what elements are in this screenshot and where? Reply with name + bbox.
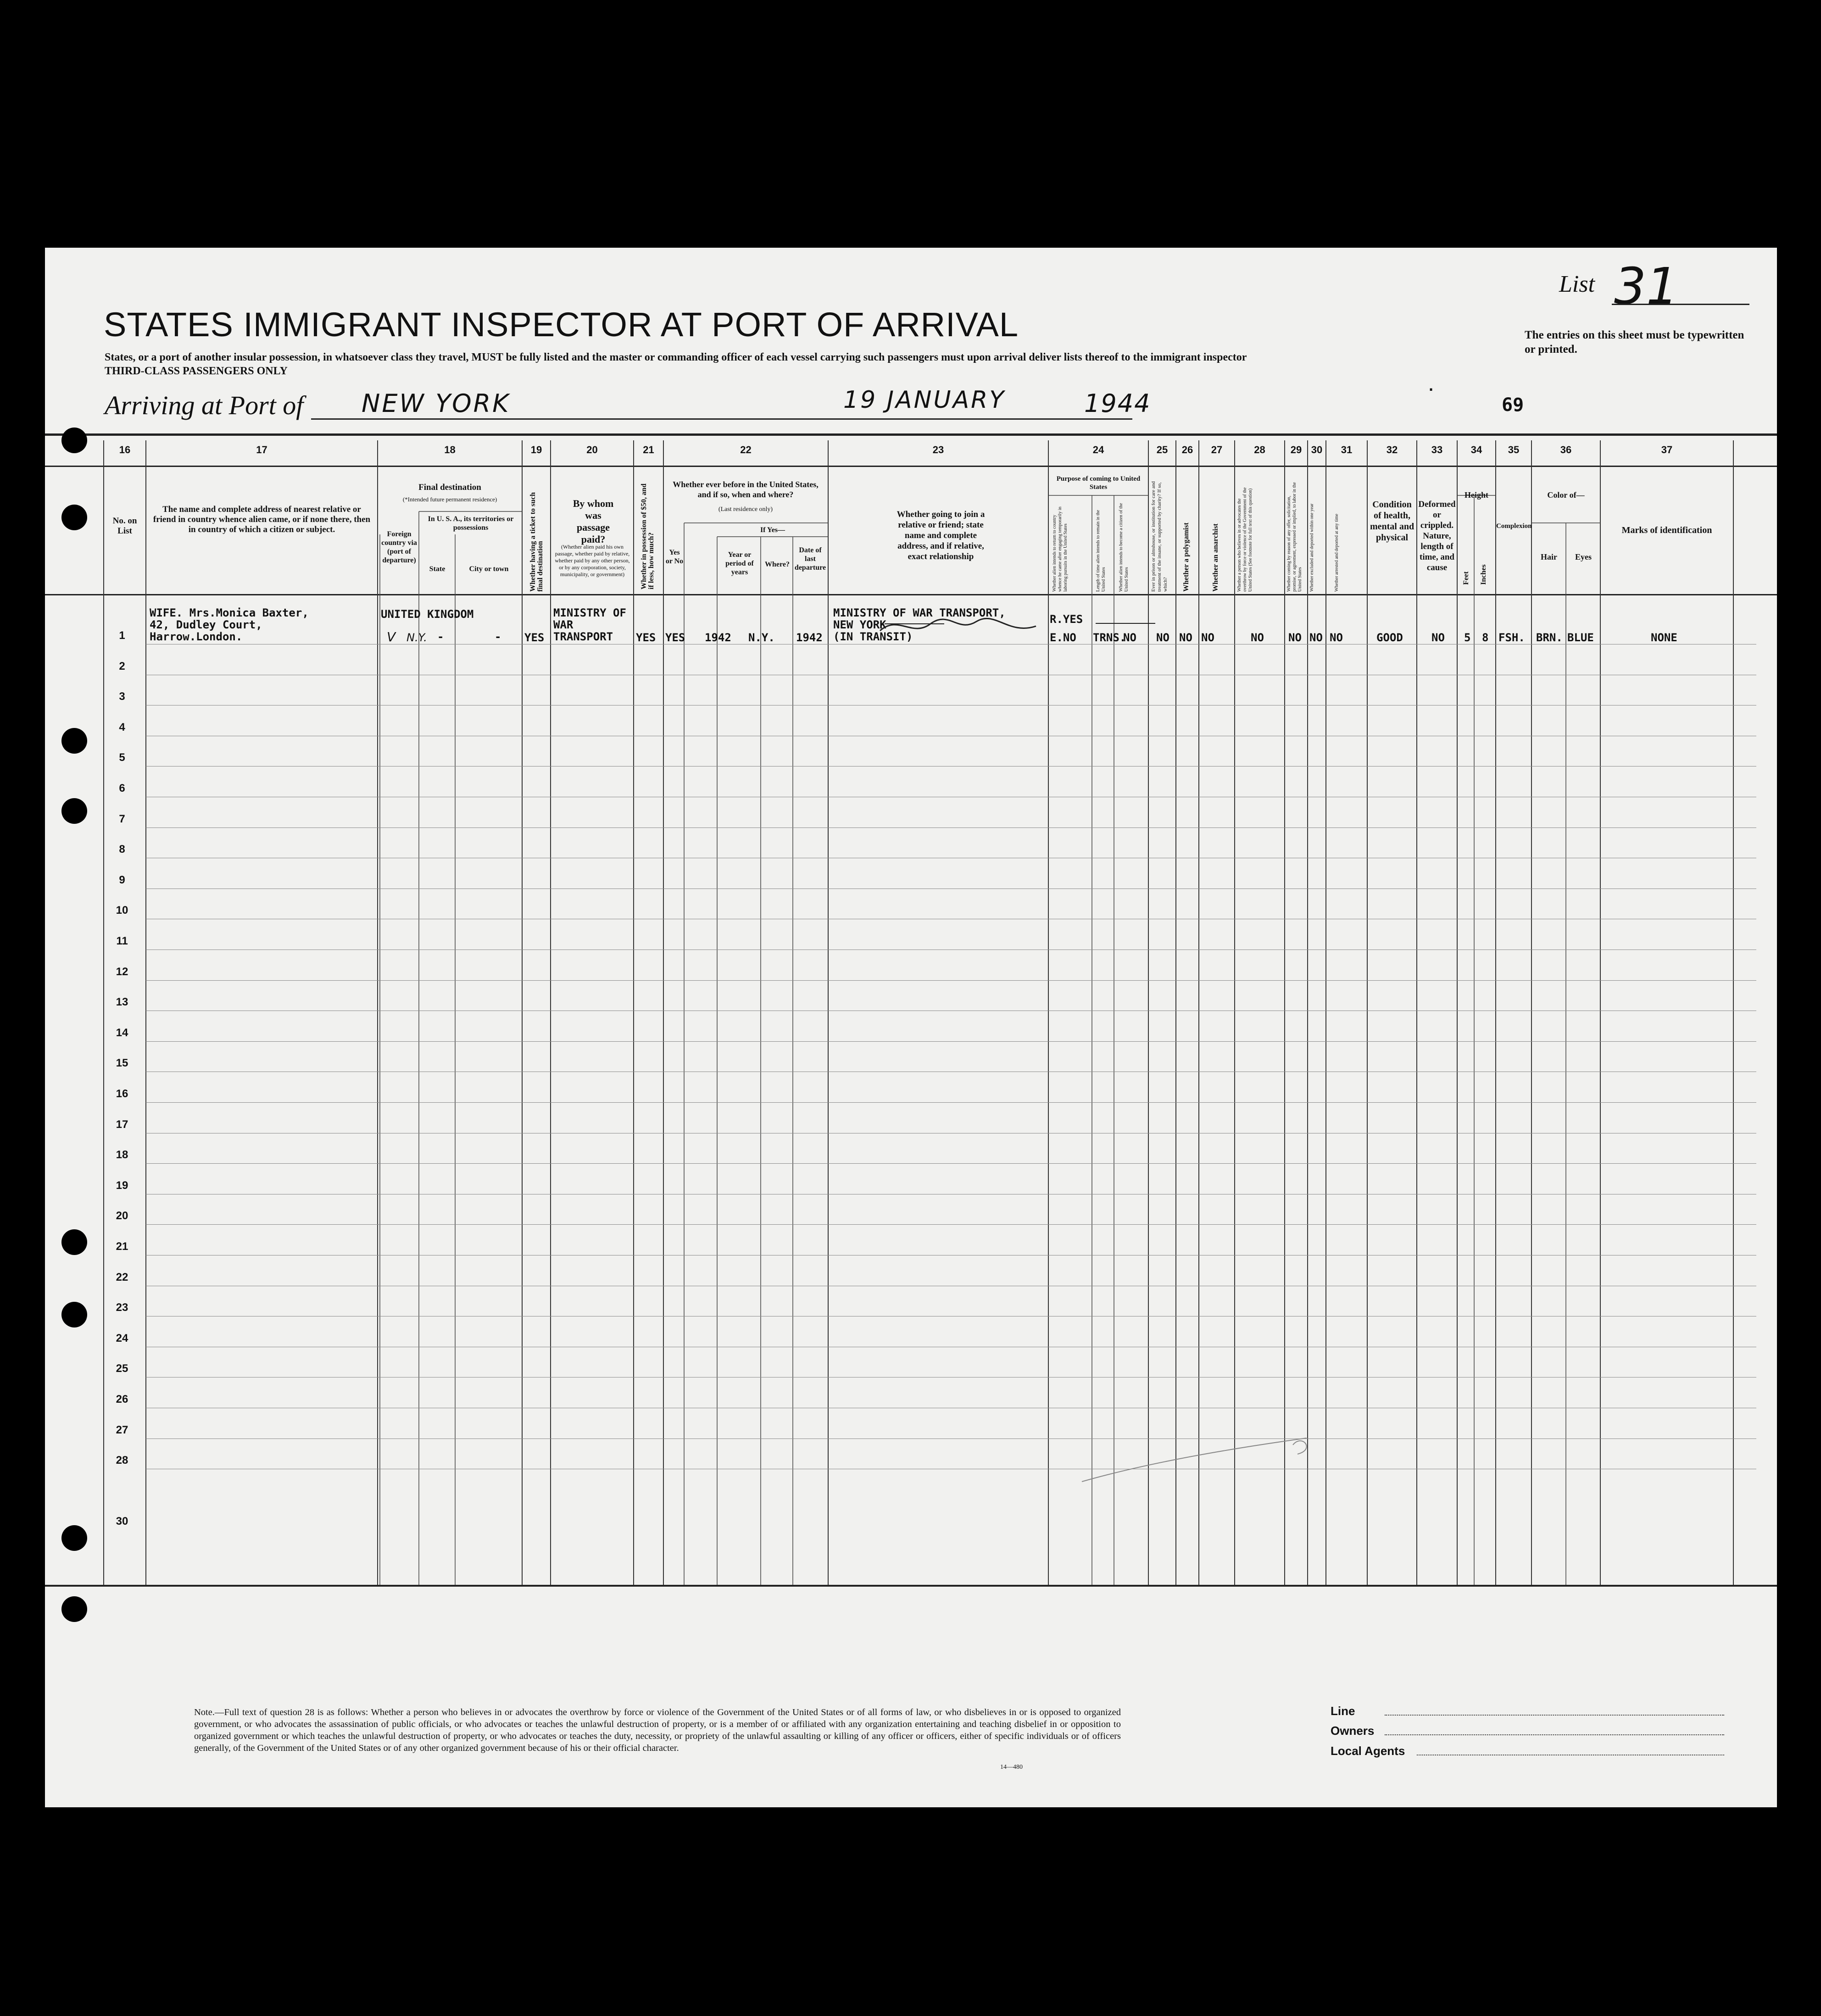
entry-eyes: BLUE bbox=[1567, 631, 1594, 644]
header-city: City or town bbox=[469, 565, 509, 573]
row-number: 13 bbox=[116, 996, 128, 1009]
entry-before-yes: YES bbox=[665, 631, 685, 644]
col-num-36: 36 bbox=[1560, 444, 1572, 455]
binder-hole bbox=[61, 1229, 87, 1255]
entry-relative-line3: Harrow.London. bbox=[150, 630, 243, 643]
header-purpose: Purpose of coming to United States bbox=[1056, 475, 1141, 491]
header-foreign-country: Foreign country via (port of departure) bbox=[381, 530, 417, 564]
row-number: 9 bbox=[119, 873, 125, 886]
header-feet: Feet bbox=[1462, 571, 1470, 585]
row-number: 5 bbox=[119, 751, 125, 764]
entry-height-feet: 5 bbox=[1464, 631, 1471, 644]
col-num-19: 19 bbox=[530, 444, 542, 455]
row-number: 1 bbox=[119, 629, 125, 642]
entry-excluded: NO bbox=[1309, 631, 1323, 644]
entry-polygamist: NO bbox=[1179, 631, 1192, 644]
header-hair: Hair bbox=[1541, 552, 1557, 561]
list-note: The entries on this sheet must be typewritten or printed. bbox=[1525, 329, 1744, 355]
entry-join-line1: MINISTRY OF WAR TRANSPORT, bbox=[833, 606, 1006, 619]
header-nearest-relative: The name and complete address of nearest relative or friend in country whence alien came, or if none there, then in country of which a citizen or subject. bbox=[153, 505, 371, 534]
entry-state-dash: - bbox=[437, 630, 444, 643]
list-label: List bbox=[1559, 271, 1595, 297]
header-before-note: (Last residence only) bbox=[718, 506, 773, 513]
row-number: 6 bbox=[119, 782, 125, 794]
entry-state-handwritten: N.Y. bbox=[407, 631, 427, 644]
row-number: 21 bbox=[116, 1240, 128, 1253]
entry-deformed: NO bbox=[1431, 631, 1445, 644]
row-rule bbox=[146, 1224, 1756, 1225]
header-yes-no: Yes or No bbox=[665, 549, 684, 565]
header-in-usa: In U. S. A., its territories or possessions bbox=[428, 515, 514, 532]
entry-foreign-country: UNITED KINGDOM bbox=[381, 608, 474, 621]
row-number: 14 bbox=[116, 1026, 128, 1039]
header-where: Where? bbox=[765, 561, 790, 568]
row-rule bbox=[146, 1102, 1756, 1103]
entry-question-28: NO bbox=[1251, 631, 1264, 644]
entry-length-of-stay: TRNS. bbox=[1093, 631, 1126, 644]
header-purpose-return: Whether alien intends to return to country whence he came after engaging temporarily in laboring pursuits in the United States bbox=[1052, 506, 1068, 592]
row-number: 4 bbox=[119, 721, 125, 733]
entry-where-before: N.Y. bbox=[748, 631, 775, 644]
header-year-period: Year or period of years bbox=[725, 551, 754, 576]
row-number: 17 bbox=[116, 1118, 128, 1131]
row-number: 3 bbox=[119, 690, 125, 703]
owners-label: Owners bbox=[1331, 1724, 1375, 1738]
entry-labor: NO bbox=[1288, 631, 1302, 644]
entry-purpose-stroke bbox=[1096, 623, 1155, 624]
header-purpose-citizen: Whether alien intends to become a citizen of the United States bbox=[1119, 503, 1129, 592]
col-num-24: 24 bbox=[1092, 444, 1104, 455]
header-passage-note: (Whether alien paid his own passage, whether paid by relative, whether paid by any other person, or by any corporation, society, municipality, or government) bbox=[555, 544, 630, 578]
col-num-26: 26 bbox=[1181, 444, 1193, 455]
binder-hole bbox=[61, 428, 87, 453]
entry-join-line2: NEW YORK bbox=[833, 618, 886, 631]
entry-height-inches: 8 bbox=[1482, 631, 1489, 644]
header-inches: Inches bbox=[1480, 564, 1487, 585]
entry-relative-line2: 42, Dudley Court, bbox=[150, 618, 262, 631]
header-prison: Ever in prison or almshouse, or institution for care and treatment of the insane, or supported by charity? If so, which? bbox=[1151, 481, 1168, 592]
entry-foreign-check: V bbox=[387, 629, 396, 644]
header-eyes: Eyes bbox=[1575, 552, 1592, 561]
header-height: Height bbox=[1465, 490, 1488, 500]
col-num-31: 31 bbox=[1341, 444, 1353, 455]
header-question-28: Whether a person who believes in or advocates the overthrow by force or violence of the Government of the United States (See footnote for full text of this question) bbox=[1237, 487, 1253, 592]
row-rule bbox=[146, 1438, 1756, 1439]
header-color-of: Color of— bbox=[1547, 490, 1585, 500]
form-instructions: States, or a port of another insular possession, in whatsoever class they travel, MUST be fully listed and the master or commanding officer of each vessel carrying such passengers must upon arrival deliver lists thereof to the immigrant inspector bbox=[105, 351, 1247, 363]
row-number: 30 bbox=[116, 1515, 128, 1528]
col-num-32: 32 bbox=[1386, 444, 1398, 455]
header-deformed: Deformed or crippled. Nature, length of time, and cause bbox=[1418, 500, 1456, 572]
col-num-16: 16 bbox=[119, 444, 131, 455]
form-code: 14—480 bbox=[1000, 1764, 1023, 1771]
col-num-18: 18 bbox=[444, 444, 456, 455]
pencil-stroke-mark bbox=[1077, 1431, 1316, 1486]
local-agents-label: Local Agents bbox=[1331, 1744, 1405, 1758]
handwritten-annotation-scribble bbox=[871, 610, 1045, 642]
row-rule bbox=[146, 1163, 1756, 1164]
header-anarchist: Whether an anarchist bbox=[1212, 523, 1220, 592]
entry-year-before: 1942 bbox=[705, 631, 731, 644]
col-num-35: 35 bbox=[1508, 444, 1520, 455]
entry-last-departure: 1942 bbox=[796, 631, 823, 644]
entry-complexion: FSH. bbox=[1498, 631, 1525, 644]
header-arrested: Whether arrested and deported at any time bbox=[1334, 514, 1339, 592]
col-num-17: 17 bbox=[256, 444, 267, 455]
entry-health: GOOD bbox=[1376, 631, 1403, 644]
entry-anarchist: NO bbox=[1201, 631, 1214, 644]
row-number: 8 bbox=[119, 843, 125, 856]
passenger-class-line: THIRD-CLASS PASSENGERS ONLY bbox=[105, 365, 288, 377]
row-rule bbox=[146, 980, 1756, 981]
binder-hole bbox=[61, 1596, 87, 1622]
line-signature-field bbox=[1385, 1715, 1724, 1716]
col-num-29: 29 bbox=[1290, 444, 1302, 455]
header-ticket: Whether having a ticket to such final destination bbox=[529, 492, 544, 592]
stray-mark: . bbox=[1427, 378, 1436, 394]
header-excluded: Whether excluded and deported within one year bbox=[1309, 503, 1314, 592]
header-money: Whether in possession of $50, and if less, how much? bbox=[640, 483, 655, 589]
col-num-22: 22 bbox=[740, 444, 752, 455]
entry-relative-line1: WIFE. Mrs.Monica Baxter, bbox=[150, 606, 309, 619]
col-num-33: 33 bbox=[1431, 444, 1443, 455]
port-value: NEW YORK bbox=[362, 389, 511, 418]
footer-note: Note.—Full text of question 28 is as follows: Whether a person who believes in or advocates the overthrow by force or violence of the Government of the United States or of all forms of law, or who disbelieves in or is opposed to organized government, or who advocates the assassination of public officials, or who advocates or teaches the unlawful destruction of property, or is a member of or affiliated with any organization entertaining and teaching disbelief in or opposition to organized government or which teaches the unlawful destruction of property, or who advocates or teaches the duty, necessity, or propriety of the unlawful assaulting or killing of any officer or officers, either of specific individuals or of officers generally, of the Government of the United States or of any other organized government because of his or their official character. bbox=[194, 1707, 1121, 1753]
header-going-to-join: Whether going to join a relative or friend; state name and complete address, and if relative, exact relationship bbox=[897, 510, 985, 561]
header-date-departure: Date of last departure bbox=[794, 546, 826, 572]
entry-passage-line1: MINISTRY OF bbox=[553, 606, 626, 619]
binder-hole bbox=[61, 728, 87, 754]
binder-hole bbox=[61, 505, 87, 530]
entry-purpose-return: R.YES bbox=[1050, 613, 1083, 626]
row-number: 26 bbox=[116, 1393, 128, 1405]
header-labor-offer: Whether coming by reason of any offer, solicitation, promise, or agreement, expressed or implied, to labor in the United States bbox=[1286, 482, 1303, 592]
entry-arrested: NO bbox=[1330, 631, 1343, 644]
entry-passage-line2: WAR bbox=[553, 618, 574, 631]
row-number: 23 bbox=[116, 1301, 128, 1314]
line-label: Line bbox=[1331, 1704, 1355, 1718]
header-state: State bbox=[429, 565, 446, 573]
list-number: 31 bbox=[1614, 257, 1678, 316]
sheet-stamp: 69 bbox=[1502, 394, 1524, 416]
binder-hole bbox=[61, 1525, 87, 1551]
row-number: 2 bbox=[119, 660, 125, 672]
row-number: 22 bbox=[116, 1271, 128, 1283]
header-before-in-us: Whether ever before in the United States, and if so, when and where? bbox=[673, 480, 819, 499]
row-number: 15 bbox=[116, 1057, 128, 1070]
col-num-20: 20 bbox=[586, 444, 598, 455]
arriving-label: Arriving at Port of bbox=[105, 390, 304, 420]
binder-hole bbox=[61, 1302, 87, 1327]
entry-ticket: YES bbox=[524, 631, 545, 644]
row-number: 7 bbox=[119, 812, 125, 825]
owners-signature-field bbox=[1385, 1734, 1724, 1735]
row-number: 27 bbox=[116, 1423, 128, 1436]
year-value: 1944 bbox=[1084, 389, 1151, 418]
row-number: 28 bbox=[116, 1454, 128, 1467]
row-number: 25 bbox=[116, 1362, 128, 1375]
row-number: 20 bbox=[116, 1210, 128, 1222]
entry-join-line3: (IN TRANSIT) bbox=[833, 630, 913, 643]
row-number: 11 bbox=[116, 935, 128, 947]
header-health: Condition of health, mental and physical bbox=[1370, 500, 1414, 543]
col-num-21: 21 bbox=[643, 444, 654, 455]
binder-hole bbox=[61, 798, 87, 824]
col-num-25: 25 bbox=[1156, 444, 1168, 455]
row-rule bbox=[146, 1041, 1756, 1042]
col-num-30: 30 bbox=[1311, 444, 1323, 455]
header-passage-paid: By whom was passage paid? bbox=[573, 498, 614, 545]
row-number: 18 bbox=[116, 1149, 128, 1161]
entry-hair: BRN. bbox=[1536, 631, 1563, 644]
manifest-sheet bbox=[45, 248, 1777, 1807]
col-num-23: 23 bbox=[932, 444, 944, 455]
entry-prison: NO bbox=[1156, 631, 1169, 644]
entry-money: YES bbox=[636, 631, 656, 644]
col-num-34: 34 bbox=[1470, 444, 1482, 455]
header-marks: Marks of identification bbox=[1621, 525, 1712, 535]
date-value: 19 JANUARY bbox=[843, 386, 1006, 414]
header-polygamist: Whether a polygamist bbox=[1182, 522, 1190, 592]
col-num-28: 28 bbox=[1254, 444, 1265, 455]
row-number: 12 bbox=[116, 965, 128, 978]
entry-marks: NONE bbox=[1651, 631, 1677, 644]
header-final-destination-note: (*Intended future permanent residence) bbox=[402, 496, 497, 503]
row-number: 24 bbox=[116, 1332, 128, 1344]
row-number: 16 bbox=[116, 1088, 128, 1100]
row-number: 10 bbox=[116, 904, 128, 917]
entry-city: - bbox=[495, 630, 501, 643]
row-number: 19 bbox=[116, 1179, 128, 1192]
entry-become-citizen: NO bbox=[1123, 631, 1136, 644]
entry-passage-line3: TRANSPORT bbox=[553, 630, 613, 643]
form-title: STATES IMMIGRANT INSPECTOR AT PORT OF ARRIVAL bbox=[104, 305, 1019, 344]
header-final-destination: Final destination bbox=[418, 483, 481, 492]
col-num-37: 37 bbox=[1661, 444, 1673, 455]
header-purpose-length: Length of time alien intends to remain in the United States bbox=[1096, 510, 1106, 592]
header-complexion: Complexion bbox=[1496, 522, 1532, 530]
entry-purpose-temporary: E.NO bbox=[1050, 631, 1076, 644]
header-if-yes: If Yes— bbox=[760, 526, 785, 534]
header-no-on-list: No. on List bbox=[112, 516, 137, 536]
col-num-27: 27 bbox=[1211, 444, 1223, 455]
